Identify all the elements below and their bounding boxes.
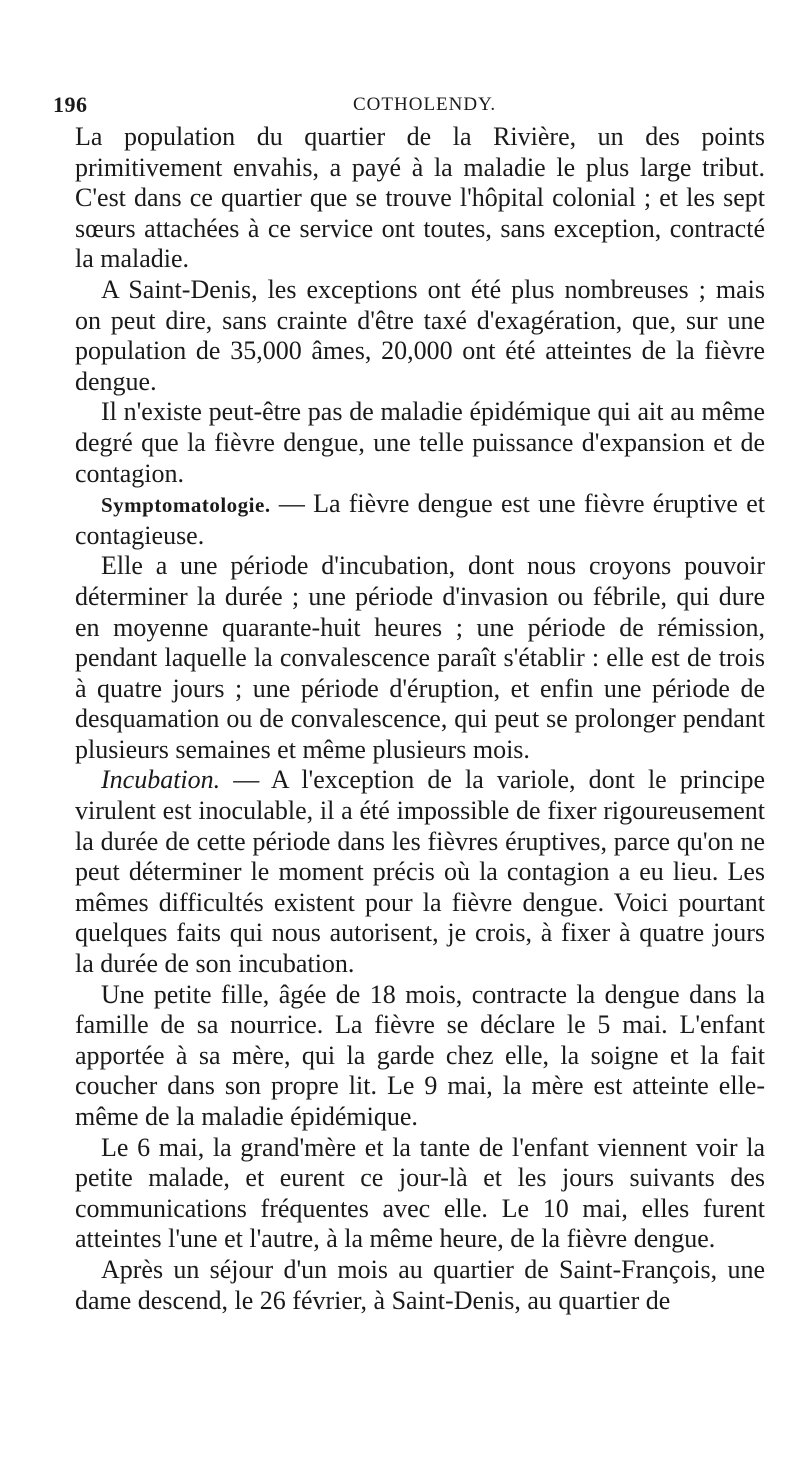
paragraph-text: La population du quartier de la Rivière, un des points primitivement envahis, a payé à la maladie le plus large tribut. C'est dans ce quartier que se trouve l'hôpital colonial ; et les sept sœurs attachées à ce service ont toutes, sans exception, contracté la maladie. — [75, 122, 765, 274]
section-heading: Symptomatologie. — [101, 493, 271, 518]
running-header — [53, 92, 758, 118]
paragraph-text: Une petite fille, âgée de 18 mois, contracte la dengue dans la famille de sa nourrice. La fièvre se déclare le 5 mai. L'enfant apportée à sa mère, qui la garde chez elle, la soigne et la fait coucher dans son propre lit. Le 9 mai, la mère est atteinte elle-même de la maladie épidémique. — [75, 979, 765, 1131]
paragraph-text: Après un séjour d'un mois au quartier de Saint-François, une dame descend, le 26 février, à Saint-Denis, au quartier de — [75, 1254, 765, 1315]
body-text — [75, 122, 765, 1316]
paragraph-text: A Saint-Denis, les exceptions ont été plus nombreuses ; mais on peut dire, sans crainte d'être taxé d'exagération, que, sur une population de 35,000 âmes, 20,000 ont été atteintes de la fièvre dengue. — [75, 274, 765, 396]
paragraph — [75, 551, 765, 765]
paragraph — [75, 275, 765, 397]
paragraph — [75, 1133, 765, 1255]
paragraph — [75, 489, 765, 551]
paragraph-text: — La fièvre dengue est une fièvre éruptive et contagieuse. — [75, 489, 765, 550]
page-number: 196 — [53, 92, 88, 117]
paragraph-text: — A l'exception de la variole, dont le principe virulent est inoculable, il a été impossible de fixer rigoureusement la durée de cette période dans les fièvres éruptives, parce qu'on ne peut déterminer le moment précis où la contagion a eu lieu. Les mêmes difficultés existent pour la fièvre dengue. Voici pourtant quelques faits qui nous autorisent, je crois, à fixer à quatre jours la durée de son incubation. — [75, 765, 765, 979]
italic-heading: Incubation. — [101, 765, 221, 795]
paragraph — [75, 1255, 765, 1316]
paragraph — [75, 122, 765, 275]
paragraph-text: Elle a une période d'incubation, dont nous croyons pouvoir déterminer la durée ; une période d'invasion ou fébrile, qui dure en moyenne quarante-huit heures ; une période de rémission, pendant laquelle la convalescence paraît s'établir : elle est de trois à quatre jours ; une période d'éruption, et enfin une période de desquamation ou de convalescence, qui peut se prolonger pendant plusieurs semaines et même plusieurs mois. — [75, 551, 765, 764]
paragraph — [75, 980, 765, 1133]
running-title: COTHOLENDY. — [353, 94, 497, 115]
paragraph — [75, 397, 765, 489]
paragraph-text: Le 6 mai, la grand'mère et la tante de l'enfant viennent voir la petite malade, et eurent ce jour-là et les jours suivants des communications fréquentes avec elle. Le 10 mai, elles furent atteintes l'une et l'autre, à la même heure, de la fièvre dengue. — [75, 1132, 765, 1254]
paragraph-text: Il n'existe peut-être pas de maladie épidémique qui ait au même degré que la fièvre dengue, une telle puissance d'expansion et de contagion. — [75, 397, 765, 488]
paragraph — [75, 765, 765, 979]
